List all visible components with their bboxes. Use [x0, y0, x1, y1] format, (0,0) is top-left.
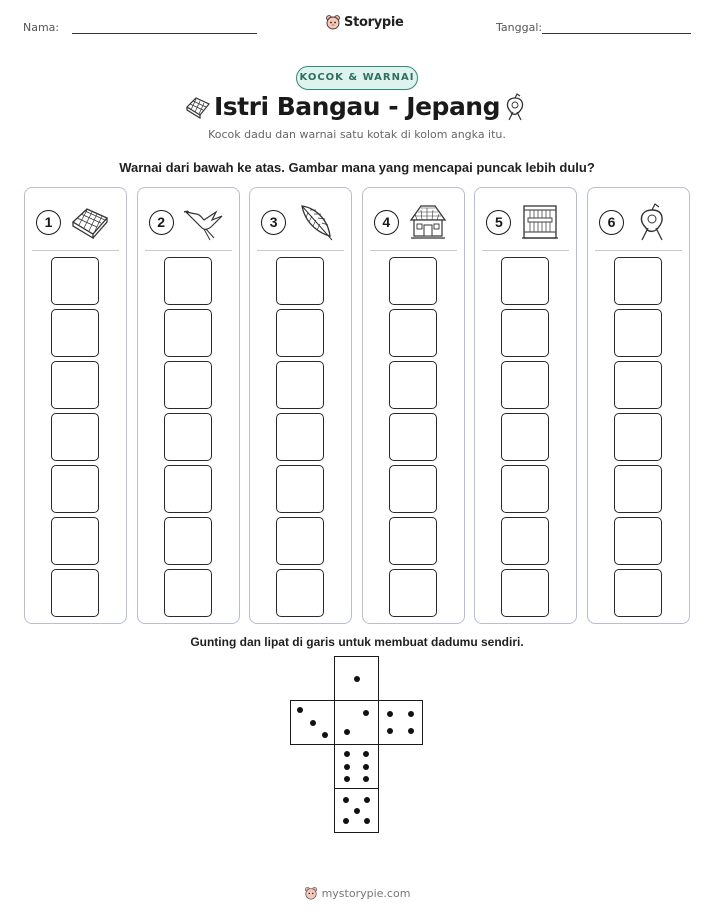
die-pip [322, 732, 328, 738]
die-pip [408, 711, 414, 717]
name-label: Nama: [23, 21, 60, 34]
coloring-box[interactable] [164, 569, 212, 617]
column-number: 4 [374, 210, 399, 235]
coloring-box[interactable] [51, 465, 99, 513]
race-column-5 [474, 187, 577, 624]
coloring-boxes [276, 257, 325, 621]
coloring-box[interactable] [276, 309, 324, 357]
column-header [260, 202, 343, 242]
coloring-box[interactable] [51, 309, 99, 357]
die-face-6 [334, 744, 379, 789]
die-pip [363, 710, 369, 716]
die-pip [344, 776, 350, 782]
coloring-box[interactable] [51, 569, 99, 617]
brand-name: Storypie [344, 14, 404, 30]
folded-cloth-icon [69, 202, 111, 242]
page-title: Istri Bangau - Jepang [213, 92, 501, 121]
die-pip [343, 818, 349, 824]
page-subtitle: Kocok dadu dan warnai satu kotak di kolom angka itu. [208, 128, 506, 141]
column-number: 2 [149, 210, 174, 235]
race-column-4 [362, 187, 465, 624]
coloring-boxes [614, 257, 663, 621]
die-face-3 [290, 700, 335, 745]
name-field[interactable] [72, 33, 257, 34]
coloring-box[interactable] [501, 257, 549, 305]
die-pip [408, 728, 414, 734]
column-header [485, 202, 568, 242]
coloring-boxes [164, 257, 213, 621]
column-header [598, 202, 681, 242]
thread-spool-icon [503, 92, 529, 122]
die-pip [297, 707, 303, 713]
column-number: 5 [486, 210, 511, 235]
thatched-hut-icon [407, 202, 449, 242]
coloring-box[interactable] [164, 309, 212, 357]
date-label: Tanggal: [496, 21, 543, 34]
column-divider [257, 250, 344, 251]
die-pip [354, 676, 360, 682]
brand-logo [325, 14, 404, 30]
coloring-box[interactable] [389, 361, 437, 409]
date-field[interactable] [542, 33, 691, 34]
coloring-box[interactable] [389, 569, 437, 617]
race-column-2 [137, 187, 240, 624]
coloring-box[interactable] [614, 413, 662, 461]
column-header [373, 202, 456, 242]
coloring-box[interactable] [164, 257, 212, 305]
die-pip [387, 728, 393, 734]
coloring-box[interactable] [276, 517, 324, 565]
die-pip [363, 751, 369, 757]
feather-icon [294, 202, 336, 242]
column-divider [32, 250, 119, 251]
coloring-box[interactable] [276, 465, 324, 513]
die-face-4 [378, 700, 423, 745]
coloring-box[interactable] [501, 517, 549, 565]
die-pip [344, 764, 350, 770]
column-header [35, 202, 118, 242]
crane-bird-icon [182, 202, 224, 242]
weaving-loom-icon [519, 202, 561, 242]
coloring-boxes [389, 257, 438, 621]
die-face-2 [334, 700, 379, 745]
die-pip [344, 751, 350, 757]
die-pip [387, 711, 393, 717]
race-column-6 [587, 187, 690, 624]
coloring-box[interactable] [51, 517, 99, 565]
coloring-boxes [51, 257, 100, 621]
column-number: 6 [599, 210, 624, 235]
column-number: 3 [261, 210, 286, 235]
coloring-box[interactable] [614, 361, 662, 409]
column-divider [595, 250, 682, 251]
coloring-box[interactable] [389, 309, 437, 357]
column-divider [145, 250, 232, 251]
coloring-box[interactable] [389, 465, 437, 513]
column-divider [370, 250, 457, 251]
die-net [290, 656, 424, 836]
die-pip [363, 776, 369, 782]
activity-badge: KOCOK & WARNAI [296, 66, 418, 90]
footer-url[interactable]: mystorypie.com [321, 886, 411, 900]
die-pip [354, 808, 360, 814]
column-number: 1 [36, 210, 61, 235]
coloring-box[interactable] [51, 413, 99, 461]
coloring-box[interactable] [164, 517, 212, 565]
coloring-box[interactable] [389, 257, 437, 305]
die-pip [310, 720, 316, 726]
column-divider [482, 250, 569, 251]
column-header [148, 202, 231, 242]
thread-spool-icon [632, 202, 674, 242]
coloring-box[interactable] [51, 361, 99, 409]
coloring-box[interactable] [164, 413, 212, 461]
coloring-box[interactable] [276, 361, 324, 409]
race-column-3 [249, 187, 352, 624]
die-face-5 [334, 788, 379, 833]
coloring-box[interactable] [276, 257, 324, 305]
die-pip [364, 818, 370, 824]
race-column-1 [24, 187, 127, 624]
coloring-box[interactable] [501, 361, 549, 409]
coloring-box[interactable] [389, 517, 437, 565]
die-pip [363, 764, 369, 770]
cut-instruction-text: Gunting dan lipat di garis untuk membuat dadumu sendiri. [190, 635, 524, 649]
die-pip [344, 729, 350, 735]
coloring-box[interactable] [276, 413, 324, 461]
coloring-box[interactable] [164, 465, 212, 513]
coloring-box[interactable] [501, 569, 549, 617]
coloring-box[interactable] [614, 465, 662, 513]
coloring-box[interactable] [51, 257, 99, 305]
storypie-mascot-icon [325, 14, 341, 30]
coloring-box[interactable] [614, 309, 662, 357]
coloring-box[interactable] [614, 569, 662, 617]
instruction-text: Warnai dari bawah ke atas. Gambar mana yang mencapai puncak lebih dulu? [119, 160, 595, 175]
coloring-box[interactable] [164, 361, 212, 409]
race-columns [24, 187, 690, 624]
storypie-mascot-icon [304, 886, 318, 900]
coloring-box[interactable] [389, 413, 437, 461]
coloring-box[interactable] [501, 465, 549, 513]
coloring-box[interactable] [501, 413, 549, 461]
die-pip [343, 797, 349, 803]
header-row [0, 12, 714, 42]
footer [0, 886, 714, 900]
die-pip [364, 797, 370, 803]
coloring-box[interactable] [501, 309, 549, 357]
die-face-1 [334, 656, 379, 701]
coloring-boxes [501, 257, 550, 621]
coloring-box[interactable] [276, 569, 324, 617]
coloring-box[interactable] [614, 517, 662, 565]
coloring-box[interactable] [614, 257, 662, 305]
